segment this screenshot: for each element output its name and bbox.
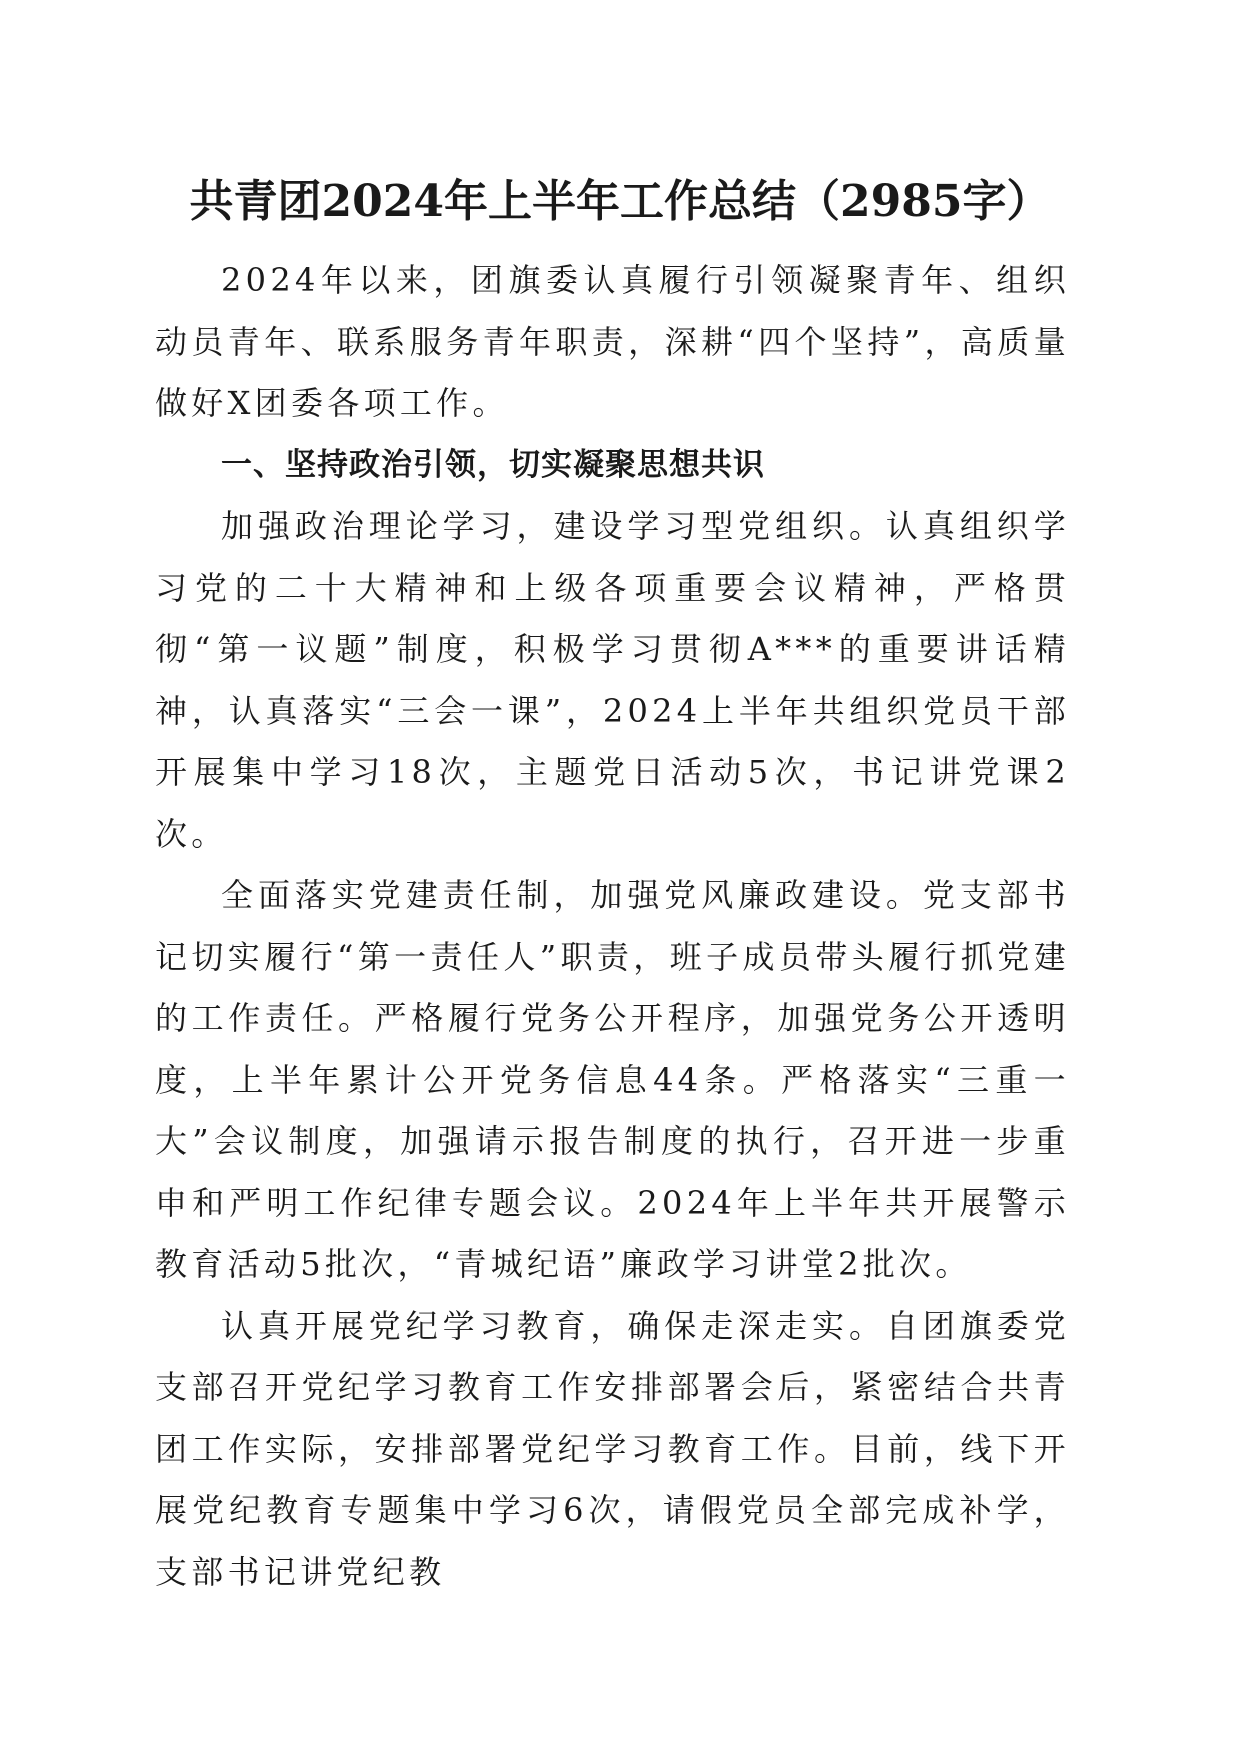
document-title: 共青团2024年上半年工作总结（2985字） [189,176,1051,227]
body-paragraph: 加强政治理论学习，建设学习型党组织。认真组织学习党的二十大精神和上级各项重要会议精神，严格贯彻“第一议题”制度，积极学习贯彻A***的重要讲话精神，认真落实“三会一课”，2024上半年共组织党员干部开展集中学习18次，主题党日活动5次，书记讲党课2次。 [155,507,1070,853]
document-body [155,250,1070,1603]
section-heading: 一、坚持政治引领，切实凝聚思想共识 [221,446,765,483]
body-paragraph: 全面落实党建责任制，加强党风廉政建设。党支部书记切实履行“第一责任人”职责，班子成员带头履行抓党建的工作责任。严格履行党务公开程序，加强党务公开透明度，上半年累计公开党务信息44条。严格落实“三重一大”会议制度，加强请示报告制度的执行，召开进一步重申和严明工作纪律专题会议。2024年上半年共开展警示教育活动5批次，“青城纪语”廉政学习讲堂2批次。 [155,876,1070,1283]
intro-paragraph: 2024年以来，团旗委认真履行引领凝聚青年、组织动员青年、联系服务青年职责，深耕“四个坚持”，高质量做好X团委各项工作。 [155,261,1070,422]
body-paragraph: 认真开展党纪学习教育，确保走深走实。自团旗委党支部召开党纪学习教育工作安排部署会后，紧密结合共青团工作实际，安排部署党纪学习教育工作。目前，线下开展党纪教育专题集中学习6次，请假党员全部完成补学，支部书记讲党纪教 [155,1306,1070,1591]
